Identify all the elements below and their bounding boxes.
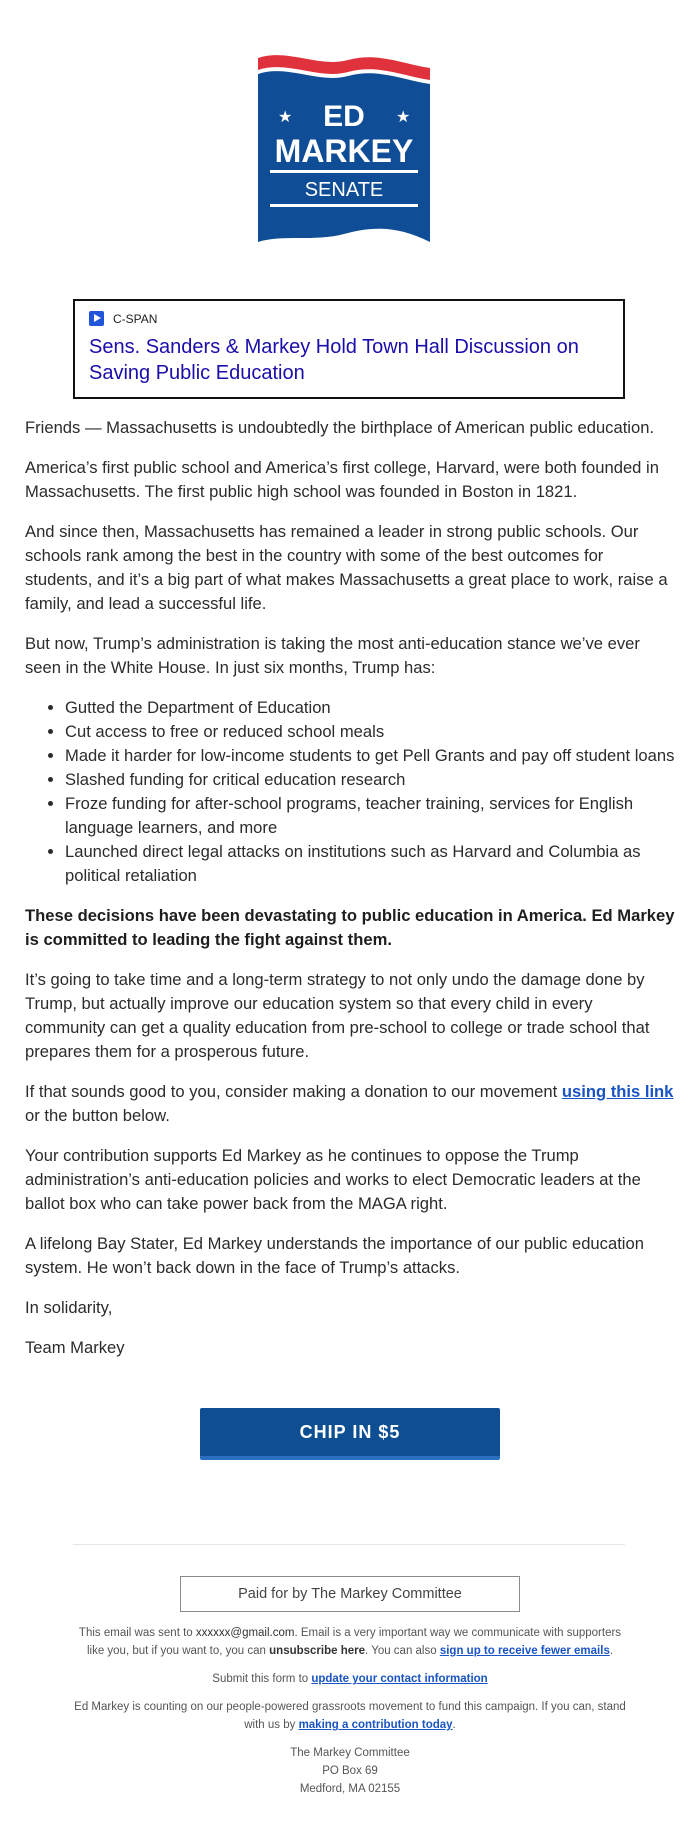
logo-line2: MARKEY [274,133,414,169]
address-line: Medford, MA 02155 [299,1783,401,1795]
logo-line1: ED [323,100,365,133]
recipient-email: xxxxxx@gmail.com [195,1627,295,1639]
footer-submit-form [70,1670,630,1688]
logo-line3: SENATE [304,179,384,201]
ed-markey-senate-logo [258,54,430,242]
address-line: PO Box 69 [322,1765,378,1777]
address-line: The Markey Committee [290,1747,410,1759]
unsubscribe-link[interactable]: unsubscribe here [269,1645,366,1657]
svg-text:★: ★ [278,109,293,126]
play-icon [89,311,104,326]
update-contact-link[interactable]: update your contact information [311,1673,488,1685]
list-item: • Froze funding for after-school programs, teacher training, services for English language learners, and more [65,792,675,840]
list-item: • Made it harder for low-income students to get Pell Grants and pay off student loans [65,744,675,768]
fewer-emails-link[interactable]: sign up to receive fewer emails [439,1645,610,1657]
list-item: • Launched direct legal attacks on institutions such as Harvard and Columbia as political retaliation [65,840,675,888]
footer-text: . Email is a very important way we communicate with supporters like you, but if you want to, you can [86,1627,622,1657]
paragraph-6-after: or the button below. [25,1106,170,1125]
svg-text:★: ★ [396,109,411,126]
paragraph-8: A lifelong Bay Stater, Ed Markey understands the importance of our public education system. He won’t back down in the face of Trump’s attacks. [25,1234,644,1277]
signature: Team Markey [25,1338,125,1357]
paragraph-3: And since then, Massachusetts has remained a leader in strong public schools. Our schools rank among the best in the country with some of the best outcomes for students, and it’s a big part of what makes Massachusetts a great place to work, raise a family, and lead a successful life. [25,522,668,613]
trump-actions-list [25,696,675,888]
paragraph-7: Your contribution supports Ed Markey as he continues to oppose the Trump administration’s anti-education policies and works to elect Democratic leaders at the ballot box who can take power back from the MAGA right. [25,1146,641,1213]
footer-grassroots [70,1698,630,1734]
paragraph-2: America’s first public school and America’s first college, Harvard, were both founded in Massachusetts. The first public high school was founded in Boston in 1821. [25,458,659,501]
chip-in-button[interactable] [200,1408,500,1460]
paragraph-5: It’s going to take time and a long-term strategy to not only undo the damage done by Trump, but actually improve our education system so that every child in every community can get a quality education from pre-school to college or trade school that prepares them for a prosperous future. [25,970,650,1061]
mailing-address [70,1744,630,1798]
donate-link[interactable]: using this link [561,1082,674,1101]
footer-divider [73,1544,625,1545]
bold-statement: These decisions have been devastating to public education in America. Ed Markey is committed to leading the fight against them. [25,906,675,949]
footer-sent-to [70,1624,630,1660]
paragraph-6-before: If that sounds good to you, consider making a donation to our movement [25,1082,562,1101]
list-item: • Slashed funding for critical education research [65,768,675,792]
list-item: • Cut access to free or reduced school meals [65,720,675,744]
paragraph-4: But now, Trump’s administration is taking the most anti-education stance we’ve ever seen in the White House. In just six months, Trump has: [25,634,640,677]
footer-text: Ed Markey is counting on our people-powered grassroots movement to fund this campaign. If you can, stand with us by [74,1701,626,1731]
paragraph-6 [25,1080,675,1128]
footer-text: . You can also [365,1645,440,1657]
closing: In solidarity, [25,1298,113,1317]
video-title-link[interactable]: Sens. Sanders & Markey Hold Town Hall Discussion on Saving Public Education [89,336,579,384]
footer-text: . [609,1645,614,1657]
footer-text: . [452,1719,456,1731]
video-source-label: C-SPAN [113,311,158,326]
footer-text: Submit this form to [212,1673,312,1685]
list-item: • Gutted the Department of Education [65,696,675,720]
paragraph-1: Friends — Massachusetts is undoubtedly the birthplace of American public education. [25,418,655,437]
contribution-link[interactable]: making a contribution today [298,1719,453,1731]
paid-for-box: Paid for by The Markey Committee [180,1576,520,1612]
footer-text: This email was sent to [78,1627,196,1639]
video-source [89,311,609,326]
chip-in-label: CHIP IN $5 [299,1421,401,1442]
video-card[interactable] [73,299,625,399]
email-footer [70,1624,630,1798]
email-body [25,416,675,1376]
